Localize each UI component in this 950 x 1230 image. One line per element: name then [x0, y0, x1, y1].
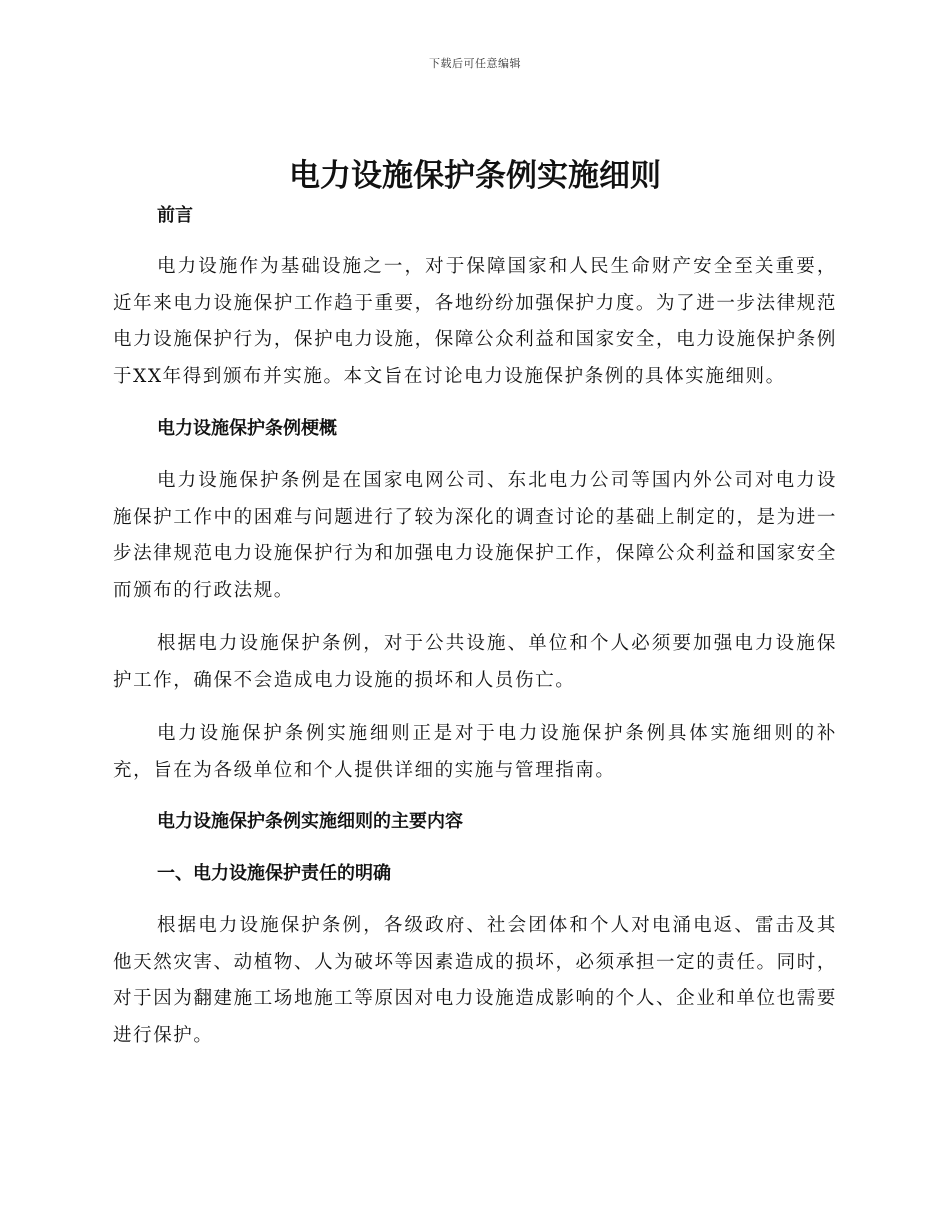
running-header: 下载后可任意编辑 — [429, 57, 521, 70]
section-one-heading: 一、电力设施保护责任的明确 — [157, 863, 391, 884]
document-title: 电力设施保护条例实施细则 — [289, 158, 661, 194]
preface-heading: 前言 — [157, 205, 193, 226]
overview-heading: 电力设施保护条例梗概 — [157, 418, 337, 439]
overview-paragraph: 电力设施保护条例是在国家电网公司、东北电力公司等国内外公司对电力设施保护工作中的困难与问题进行了较为深化的调查讨论的基础上制定的，是为进一步法律规范电力设施保护行为和加强电力设施保护工作，保障公众利益和国家安全而颁布的行政法规。 — [113, 470, 837, 601]
document-body — [113, 198, 837, 1054]
main-content-heading: 电力设施保护条例实施细则的主要内容 — [157, 811, 463, 832]
preface-paragraph: 电力设施作为基础设施之一，对于保障国家和人民生命财产安全至关重要，近年来电力设施保护工作趋于重要，各地纷纷加强保护力度。为了进一步法律规范电力设施保护行为，保护电力设施，保障公众利益和国家安全，电力设施保护条例于XX年得到颁布并实施。本文旨在讨论电力设施保护条例的具体实施细则。 — [113, 256, 837, 387]
overview-paragraph: 根据电力设施保护条例，对于公共设施、单位和个人必须要加强电力设施保护工作，确保不会造成电力设施的损坏和人员伤亡。 — [113, 633, 837, 691]
overview-paragraph: 电力设施保护条例实施细则正是对于电力设施保护条例具体实施细则的补充，旨在为各级单位和个人提供详细的实施与管理指南。 — [113, 723, 837, 781]
section-one-paragraph: 根据电力设施保护条例，各级政府、社会团体和个人对电涌电返、雷击及其他天然灾害、动植物、人为破坏等因素造成的损坏，必须承担一定的责任。同时，对于因为翻建施工场地施工等原因对电力设施造成影响的个人、企业和单位也需要进行保护。 — [113, 915, 837, 1046]
